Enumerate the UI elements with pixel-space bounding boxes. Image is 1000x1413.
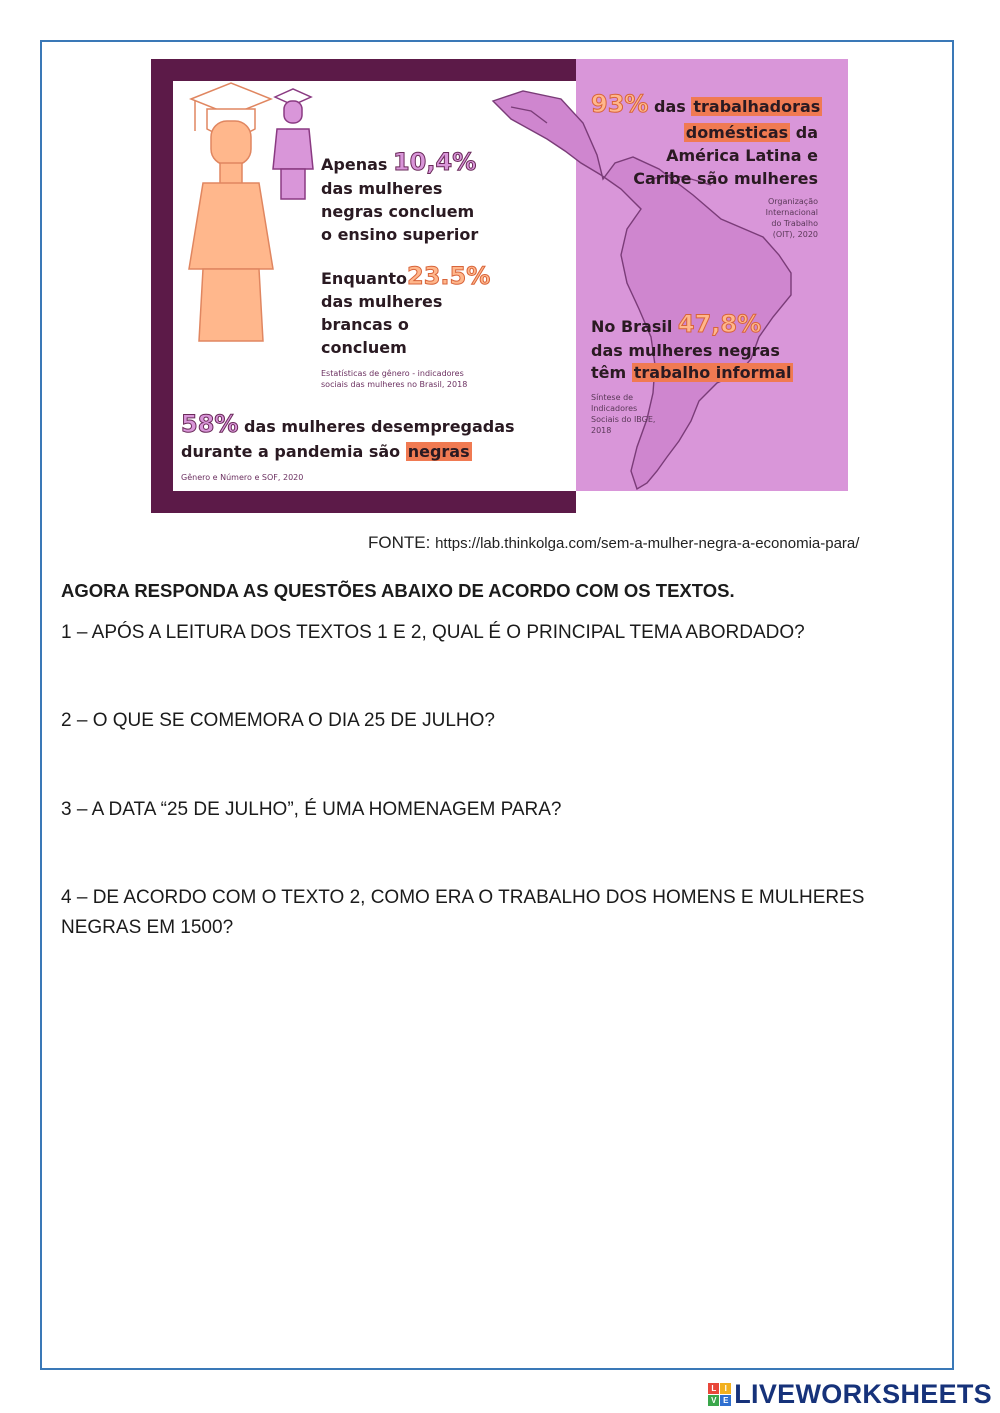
stat-source: Estatísticas de gênero - indicadores (321, 369, 464, 378)
stat-text-line: das mulheres (321, 292, 443, 311)
stat-black-women-higher-ed (321, 148, 477, 176)
stat-percentage: 47,8% (677, 310, 762, 338)
logo-letter: L (708, 1383, 719, 1394)
infographic (151, 59, 848, 513)
stat-highlight: trabalhadoras (693, 97, 821, 116)
stat-source: Internacional (765, 208, 818, 217)
stat-source: sociais das mulheres no Brasil, 2018 (321, 380, 468, 389)
stat-prefix: Apenas (321, 155, 388, 174)
graduate-woman-small-icon (273, 89, 313, 199)
stat-source: Indicadores (591, 404, 638, 413)
stat-source: do Trabalho (771, 219, 818, 228)
stat-text-line: Caribe são mulheres (633, 169, 818, 188)
stat-informal-work (591, 310, 762, 338)
stat-source: Organização (767, 197, 818, 206)
stat-prefix: Enquanto (321, 269, 407, 288)
stat-text-line: das mulheres (321, 179, 443, 198)
stat-unemployed-women (181, 410, 515, 438)
source-label: FONTE: (368, 533, 431, 552)
liveworksheets-brand (708, 1378, 992, 1410)
stat-highlight: trabalho informal (633, 363, 792, 382)
stat-white-women-higher-ed (321, 262, 491, 290)
stat-text-line (684, 122, 818, 144)
stat-source: (OIT), 2020 (772, 230, 818, 239)
question-4-continued: NEGRAS EM 1500? (61, 917, 234, 938)
stat-text: das (654, 97, 686, 116)
stat-percentage: 58% (181, 410, 239, 438)
brand-name: LIVEWORKSHEETS (734, 1378, 992, 1409)
stat-source: Síntese de (591, 393, 634, 402)
stat-text-line: das mulheres desempregadas (244, 417, 515, 436)
instructions-heading: AGORA RESPONDA AS QUESTÕES ABAIXO DE ACORDO COM OS TEXTOS. (61, 580, 735, 601)
liveworksheets-logo-icon (708, 1383, 731, 1406)
question-2: 2 – O QUE SE COMEMORA O DIA 25 DE JULHO? (61, 710, 495, 731)
source-url: https://lab.thinkolga.com/sem-a-mulher-negra-a-economia-para/ (435, 535, 860, 552)
stat-text-line: brancas o (321, 315, 409, 334)
stat-text-line: concluem (321, 338, 407, 357)
stat-text-line: negras concluem (321, 202, 475, 221)
stat-text: da (795, 123, 818, 142)
stat-percentage: 23.5% (407, 262, 491, 290)
logo-letter: I (720, 1383, 731, 1394)
logo-letter: V (708, 1395, 719, 1406)
stat-text-line: o ensino superior (321, 225, 479, 244)
stat-percentage: 10,4% (392, 148, 477, 176)
stat-text-line (591, 362, 793, 384)
logo-letter: E (720, 1395, 731, 1406)
question-4: 4 – DE ACORDO COM O TEXTO 2, COMO ERA O TRABALHO DOS HOMENS E MULHERES (61, 887, 865, 908)
stat-source: 2018 (591, 426, 612, 435)
source-citation (368, 533, 859, 553)
question-3: 3 – A DATA “25 DE JULHO”, É UMA HOMENAGEM PARA? (61, 799, 562, 820)
stat-text: têm (591, 363, 627, 382)
stat-percentage: 93% (591, 90, 649, 118)
stat-source: Sociais do IBGE, (591, 415, 656, 424)
question-1: 1 – APÓS A LEITURA DOS TEXTOS 1 E 2, QUAL É O PRINCIPAL TEMA ABORDADO? (61, 622, 805, 643)
stat-source: Gênero e Número e SOF, 2020 (181, 473, 304, 482)
stat-text-line: das mulheres negras (591, 341, 780, 360)
stat-highlight: negras (407, 442, 470, 461)
stat-domestic-workers (591, 90, 822, 118)
stat-text: durante a pandemia são (181, 442, 401, 461)
stat-text-line: América Latina e (666, 146, 818, 165)
stat-text-line (181, 441, 472, 463)
stat-highlight: domésticas (685, 123, 789, 142)
graduate-woman-large-icon (189, 83, 273, 341)
stat-prefix: No Brasil (591, 317, 673, 336)
